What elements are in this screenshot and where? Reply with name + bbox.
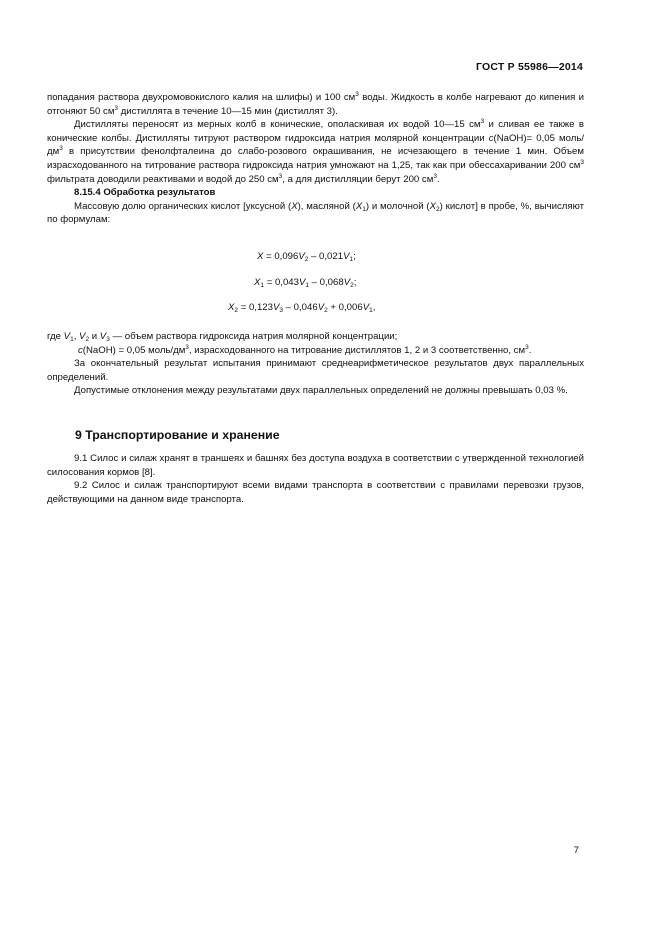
formula-acetic: $X = 0,096V_2 - 0,021V_1$; (257, 251, 356, 263)
section-heading-9: 9 Транспортирование и хранение (75, 428, 280, 442)
text-block-8-15 (47, 91, 584, 227)
legend-concentration: c(NaOH) = 0,05 моль/$дм^3$, израсходованного на титрование дистиллятов 1, 2 и 3 соответственно, $см^3$. (78, 343, 532, 356)
page-number: 7 (573, 845, 579, 856)
paragraph-9-1: 9.1 Силос и силаж хранят в траншеях и башнях без доступа воздуха в соответствии с утвержденной технологией силосования кормов [8]. (47, 453, 584, 478)
paragraph-formulas-intro: Массовую долю органических кислот [уксусной (X), масляной $(X_1)$ и молочной $(X_2)$ кислот] в пробе, %, вычисляют по формулам: (47, 200, 584, 226)
text-block-section-9 (47, 452, 584, 506)
paragraph-final-result: За окончательный результат испытания принимают среднеарифметическое результатов двух параллельных определений. (47, 358, 584, 383)
paragraph-9-2: 9.2 Силос и силаж транспортируют всеми видами транспорта в соответствии с правилами перевозки грузов, действующими на данном виде транспорта. (47, 480, 584, 505)
paragraph-distillate-3: попадания раствора двухромовокислого калия на шлифы) и 100 $см^3$ воды. Жидкость в колбе нагревают до кипения и отгоняют 50 $см^3$ дистиллята в течение 10—15 мин (дистиллят 3). (47, 91, 584, 117)
standard-number: ГОСТ Р 55986—2014 (475, 61, 583, 73)
paragraph-titration: Дистилляты переносят из мерных колб в конические, ополаскивая их водой 10—15 $см^3$ и сливая ее также в конические колбы. Дистилляты титруют раствором гидроксида натрия молярной концентрации c(NaOH)= 0,05 моль/$дм^3$ в присутствии фенолфталеина до слабо-розового окрашивания, не исчезающего в течение 1 мин. Объем израсходованного на титрование раствора гидроксида натрия умножают на 1,25, так как при обессахаривании 200 $см^3$ фильтрата доводили реактивами и водой до 250 $см^3$, а для дистилляции берут 200 $см^3$. (47, 118, 584, 185)
legend-volumes: где $V_1$, $V_2$ и $V_3$ — объем раствора гидроксида натрия молярной концентрации; (47, 331, 398, 343)
formula-lactic: $X_2 = 0,123V_3 - 0,046V_2 + 0,006V_1$, (228, 302, 376, 314)
formula-butyric: $X_1 = 0,043V_1 - 0,068V_2$; (254, 277, 357, 289)
paragraph-tolerance: Допустимые отклонения между результатами двух параллельных определений не должны превышать 0,03 %. (74, 385, 568, 397)
subsection-heading: 8.15.4 Обработка результатов (74, 187, 216, 199)
text-block-legend (47, 330, 584, 398)
